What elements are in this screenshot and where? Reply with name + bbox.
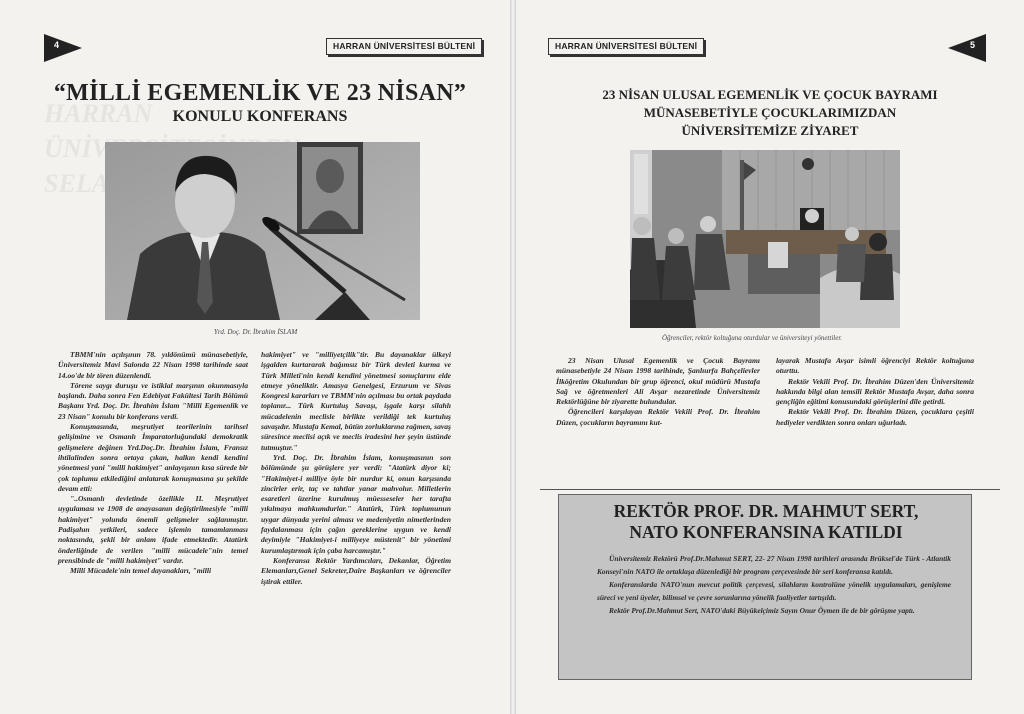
photo-caption: Öğrenciler, rektör koltuğuna oturdular ve üniversiteyi yönettiler. — [662, 334, 843, 342]
paragraph: Rektör Prof.Dr.Mahmut Sert, NATO'daki Büyükelçimiz Sayın Onur Öymen ile de bir görüşme yaptı. — [609, 606, 915, 615]
paragraph: Konferansa Rektör Yardımcıları, Dekanlar, Öğretim Elemanları,Genel Sekreter,Daire Başkanları ve öğrenciler iştirak ettiler. — [261, 555, 451, 586]
bulletin-header: HARRAN ÜNİVERSİTESİ BÜLTENİ — [326, 38, 482, 55]
article-title-line: MÜNASEBETİYLE ÇOCUKLARIMIZDAN — [643, 105, 897, 120]
box-title-line-2: NATO KONFERANSINA KATILDI — [629, 522, 903, 542]
bulletin-header: HARRAN ÜNİVERSİTESİ BÜLTENİ — [548, 38, 704, 55]
article-column-2 — [261, 350, 451, 587]
paragraph: Milli Mücadele'nin temel dayanakları, "milli — [70, 566, 212, 576]
paragraph: 23 Nisan Ulusal Egemenlik ve Çocuk Bayramı münasebetiyle 24 Nisan 1998 tarihinde, Şanlıurfa Bahçelievler İlköğretim Okulundan bir grup öğrenci, okul müdürü Mustafa Sağ ve öğretmenleri Ali Avşar nezaretinde Üniversitemiz Rektörlüğüne bir ziyarette bulundular. — [556, 356, 760, 407]
article-title-line: 23 NİSAN ULUSAL EGEMENLİK VE ÇOCUK BAYRAMI — [602, 87, 938, 102]
arrow-left-icon — [948, 34, 986, 62]
article-subtitle: KONULU KONFERANS — [172, 108, 348, 125]
arrow-right-icon — [44, 34, 82, 62]
paragraph: TBMM'nin açılışının 78. yıldönümü münasebetiyle, Üniversitemiz Mavi Salonda 22 Nisan 1998 tarihinde saat 14.oo'de bir tören düzenlendi. — [58, 350, 248, 380]
section-divider — [540, 489, 1000, 490]
paragraph: Törene saygı duruşu ve istiklal marşının okunmasıyla başlandı. Daha sonra Fen Edebiyat Fakültesi Tarih Bölümü Başkanı Yrd. Doç. Dr. İbrahim İslam "Milli Egemenlik ve 23 Nisan" konulu bir konferans verdi. — [58, 380, 248, 421]
article-column-1 — [556, 356, 760, 428]
right-page — [516, 0, 1024, 714]
article-column-2 — [776, 356, 974, 428]
article-column-1 — [58, 350, 248, 577]
article-title: “MİLLİ EGEMENLİK VE 23 NİSAN” — [53, 80, 467, 106]
paragraph: Yrd. Doç. Dr. İbrahim İslam, konuşmasının son bölümünde şu görüşlere yer verdi: "Atatürk diyor ki; "Hakimiyet-i milliye öyle bir nurdur ki, onun karşısında zincirler erir, taç ve tahtlar yanar mahvolur. Milletlerin esaretleri üzerine kurulmuş müesseseler her tarafta yıkılmaya mahkumdurlar." Atatürk, Türk toplumunun uygar dünyada yerini alması ve medeniyetin nimetlerinden faydalanması için çağın gereklerine uygun ve kendi deyimiyle "Hakimiyet-i milliyeye müstenit" bir yönetimi kurumlaştırmak için çaba harcamıştır." — [261, 452, 451, 555]
paragraph: "..Osmanlı devletinde özellikle II. Meşrutiyet uygulaması ve 1908 de anayasanın değiştirilmesiyle "milli hakimiyet" yolunda önemli gelişmeler sağlanmıştır. Padişahın yetkileri, sadece işlemin tamamlanması noktasında, şekli bir anlam ifade etmektedir. Atatürk önderliğinde de verilen "milli mücadele"nin temel prensibinde de "milli hakimiyet" vardır. — [58, 494, 248, 565]
page-number: 5 — [970, 40, 976, 50]
bleed-through-text: HARRAN SELAM — [44, 99, 153, 199]
box-title-line-1: REKTÖR PROF. DR. MAHMUT SERT, — [613, 501, 919, 521]
page-number-flag — [44, 34, 82, 62]
paragraph: layarak Mustafa Avşar isimli öğrenciyi Rektör koltuğuna oturttu. — [776, 356, 974, 376]
paragraph: Konuşmasında, meşrutiyet teorilerinin tarihsel gelişimine ve Osmanlı İmparatorluğundaki demokratik gelişmelere değinen Yrd.Doç.Dr. İbrahim İslam, Fransız ihtilalinden sonra ortaya çıkan, halkın kendi kendini yönetmesi yani "milli hakimiyet" anlayışının kısa sürede bir çok toplumu etkilediğini anlatarak konuşmasına şu şekilde devam etti: — [58, 422, 248, 493]
nato-news-box — [558, 494, 972, 680]
photo-caption: Yrd. Doç. Dr. İbrahim İSLAM — [214, 328, 298, 336]
speaker-photo — [105, 142, 420, 320]
paragraph: hakimiyet" ve "milliyetçilik"tir. Bu dayanaklar ülkeyi işgalden kurtararak bağımsız bir Türk devleti kurma ve Türk Milleti'nin kendi kendini yönetmesi sonuçlarını elde etmeye yöneliktir. Amasya Genelgesi, Erzurum ve Sivas Kongresi kararları ve TBMM'nin açılması bu ortak paydada toplanır... Türk Kurtuluş Savaşı, işgale karşı silahlı mücadelenin meclisle birlikte verildiği tek kurtuluş savaşıdır. Mustafa Kemal, bütün zorluklarına rağmen, savaş süresince meclisi açık ve meclis iradesini her şeyin üstünde tutmuştur." — [261, 350, 451, 452]
page-number-flag — [948, 34, 986, 62]
paragraph: Rektör Vekili Prof. Dr. İbrahim Düzen, çocuklara çeşitli hediyeler verdikten sonra onları uğurladı. — [776, 407, 974, 427]
paragraph: Rektör Vekili Prof. Dr. İbrahim Düzen'den Üniversitemiz hakkında bilgi alan temsili Rektör Mustafa Avşar, daha sonra gençliğin eğitimi konusundaki görüşlerini dile getirdi. — [776, 376, 974, 407]
article-title-line: ÜNİVERSİTEMİZE ZİYARET — [681, 123, 859, 138]
paragraph: Konferanslarda NATO'nun mevcut politik çerçevesi, silahların kontrolüne yönelik uygulamaları, genişleme süreci ve yeni üyeler, bilimsel ve çevre sorunlarına yönelik faaliyetler tartışıldı. — [597, 580, 951, 602]
office-visit-photo — [630, 150, 900, 328]
paragraph: Öğrencileri karşılayan Rektör Vekili Prof. Dr. İbrahim Düzen, çocukların bayramını kut- — [556, 407, 760, 427]
paragraph: Üniversitemiz Rektörü Prof.Dr.Mahmut SERT, 22- 27 Nisan 1998 tarihleri arasında Brüksel'de Türk - Atlantik Konseyi'nin NATO ile ortaklaşa düzenlediği bir program çerçevesinde bir seri konferansa katıldı. — [597, 554, 951, 576]
box-body — [597, 552, 951, 617]
page-number: 4 — [54, 40, 60, 50]
